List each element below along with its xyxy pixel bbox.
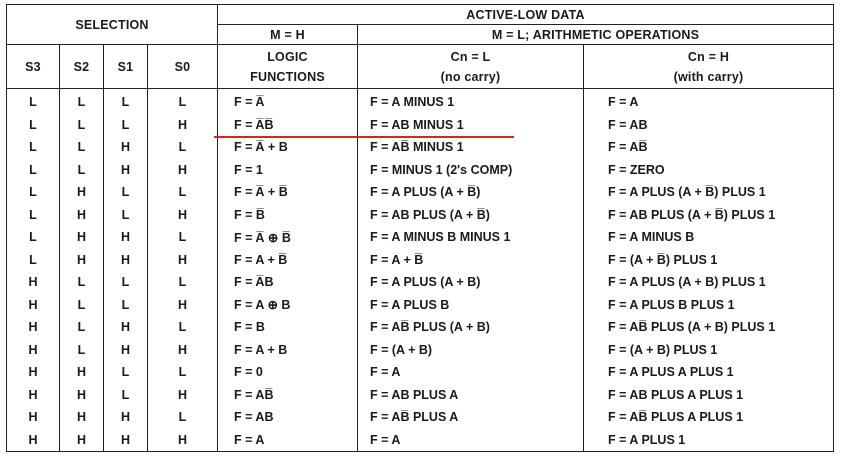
logic-function-cell: F = A̅ ⊕ B̅ bbox=[218, 226, 358, 249]
logic-function-cell: F = A̅B̅ bbox=[218, 114, 358, 137]
with-carry-cell: F = (A + B) PLUS 1 bbox=[584, 339, 834, 362]
s0-cell: L bbox=[148, 406, 218, 429]
s2-cell: L bbox=[60, 339, 104, 362]
s1-cell: L bbox=[104, 204, 148, 227]
s2-cell: H bbox=[60, 384, 104, 407]
s3-cell: L bbox=[7, 204, 60, 227]
s3-cell: H bbox=[7, 429, 60, 452]
no-carry-cell: F = AB̅ MINUS 1 bbox=[358, 136, 584, 159]
s3-cell: H bbox=[7, 271, 60, 294]
no-carry-cell: F = A bbox=[358, 429, 584, 452]
no-carry-cell: F = A bbox=[358, 361, 584, 384]
s2-cell: H bbox=[60, 406, 104, 429]
logic-function-cell: F = A̅ + B bbox=[218, 136, 358, 159]
logic-function-cell: F = B bbox=[218, 316, 358, 339]
no-carry-cell: F = MINUS 1 (2's COMP) bbox=[358, 159, 584, 182]
s0-cell: H bbox=[148, 159, 218, 182]
s0-cell: L bbox=[148, 89, 218, 114]
s3-cell: H bbox=[7, 406, 60, 429]
with-carry-cell: F = A PLUS (A + B) PLUS 1 bbox=[584, 271, 834, 294]
s1-cell: H bbox=[104, 316, 148, 339]
with-carry-cell: F = A PLUS B PLUS 1 bbox=[584, 294, 834, 317]
s2-cell: H bbox=[60, 204, 104, 227]
no-carry-cell: F = AB̅ PLUS (A + B) bbox=[358, 316, 584, 339]
functions-label: FUNCTIONS bbox=[250, 69, 325, 84]
with-carry-cell: F = AB PLUS A PLUS 1 bbox=[584, 384, 834, 407]
s3-cell: L bbox=[7, 136, 60, 159]
s1-cell: H bbox=[104, 159, 148, 182]
s2-cell: H bbox=[60, 429, 104, 452]
s1-cell: H bbox=[104, 249, 148, 272]
with-carry-cell: F = AB̅ bbox=[584, 136, 834, 159]
s3-cell: L bbox=[7, 226, 60, 249]
s2-cell: L bbox=[60, 114, 104, 137]
logic-function-cell: F = 0 bbox=[218, 361, 358, 384]
table-row bbox=[7, 136, 834, 159]
no-carry-cell: F = A PLUS B bbox=[358, 294, 584, 317]
no-carry-label: (no carry) bbox=[440, 69, 501, 84]
s0-header: S0 bbox=[148, 45, 218, 89]
s1-cell: L bbox=[104, 271, 148, 294]
table-row bbox=[7, 384, 834, 407]
with-carry-header bbox=[584, 45, 834, 89]
logic-function-cell: F = B̅ bbox=[218, 204, 358, 227]
s3-cell: H bbox=[7, 294, 60, 317]
s2-cell: L bbox=[60, 159, 104, 182]
function-table bbox=[6, 4, 834, 452]
table-row bbox=[7, 339, 834, 362]
s3-cell: H bbox=[7, 361, 60, 384]
s0-cell: H bbox=[148, 384, 218, 407]
s3-cell: L bbox=[7, 181, 60, 204]
s2-cell: H bbox=[60, 226, 104, 249]
table-row bbox=[7, 316, 834, 339]
table-row bbox=[7, 181, 834, 204]
with-carry-cell: F = A bbox=[584, 89, 834, 114]
table-row bbox=[7, 429, 834, 452]
m-low-header: M = L; ARITHMETIC OPERATIONS bbox=[358, 25, 834, 45]
s1-cell: L bbox=[104, 361, 148, 384]
s0-cell: H bbox=[148, 294, 218, 317]
table-row bbox=[7, 204, 834, 227]
s0-cell: L bbox=[148, 226, 218, 249]
s2-cell: H bbox=[60, 181, 104, 204]
s3-header: S3 bbox=[7, 45, 60, 89]
s2-cell: L bbox=[60, 294, 104, 317]
s2-header: S2 bbox=[60, 45, 104, 89]
with-carry-cell: F = A PLUS (A + B̅) PLUS 1 bbox=[584, 181, 834, 204]
s0-cell: H bbox=[148, 339, 218, 362]
with-carry-cell: F = ZERO bbox=[584, 159, 834, 182]
s3-cell: H bbox=[7, 316, 60, 339]
s1-cell: L bbox=[104, 89, 148, 114]
s0-cell: L bbox=[148, 271, 218, 294]
s3-cell: L bbox=[7, 249, 60, 272]
m-high-header: M = H bbox=[218, 25, 358, 45]
logic-function-cell: F = A̅ + B̅ bbox=[218, 181, 358, 204]
s3-cell: H bbox=[7, 384, 60, 407]
no-carry-cell: F = AB PLUS A bbox=[358, 384, 584, 407]
table-row bbox=[7, 294, 834, 317]
no-carry-cell: F = A MINUS 1 bbox=[358, 89, 584, 114]
with-carry-cell: F = AB bbox=[584, 114, 834, 137]
s3-cell: L bbox=[7, 114, 60, 137]
s2-cell: H bbox=[60, 361, 104, 384]
no-carry-cell: F = A PLUS (A + B̅) bbox=[358, 181, 584, 204]
s2-cell: L bbox=[60, 136, 104, 159]
logic-label: LOGIC bbox=[267, 49, 308, 64]
no-carry-cell: F = (A + B) bbox=[358, 339, 584, 362]
no-carry-cell: F = AB̅ PLUS A bbox=[358, 406, 584, 429]
table-row bbox=[7, 159, 834, 182]
s3-cell: L bbox=[7, 89, 60, 114]
with-carry-cell: F = A PLUS A PLUS 1 bbox=[584, 361, 834, 384]
logic-functions-header bbox=[218, 45, 358, 89]
s1-cell: L bbox=[104, 384, 148, 407]
s3-cell: L bbox=[7, 159, 60, 182]
s1-cell: L bbox=[104, 294, 148, 317]
s0-cell: L bbox=[148, 181, 218, 204]
logic-function-cell: F = AB̅ bbox=[218, 384, 358, 407]
table-row bbox=[7, 406, 834, 429]
with-carry-label: (with carry) bbox=[673, 69, 744, 84]
s2-cell: L bbox=[60, 271, 104, 294]
logic-function-cell: F = A + B bbox=[218, 339, 358, 362]
logic-function-cell: F = A̅B bbox=[218, 271, 358, 294]
logic-function-cell: F = A + B̅ bbox=[218, 249, 358, 272]
with-carry-cell: F = A MINUS B bbox=[584, 226, 834, 249]
logic-function-cell: F = 1 bbox=[218, 159, 358, 182]
with-carry-cell: F = AB̅ PLUS A PLUS 1 bbox=[584, 406, 834, 429]
active-low-data-header: ACTIVE-LOW DATA bbox=[218, 5, 834, 25]
logic-function-cell: F = A bbox=[218, 429, 358, 452]
no-carry-cell: F = A + B̅ bbox=[358, 249, 584, 272]
table-row bbox=[7, 361, 834, 384]
s2-cell: H bbox=[60, 249, 104, 272]
no-carry-cell: F = AB PLUS (A + B̅) bbox=[358, 204, 584, 227]
s0-cell: L bbox=[148, 361, 218, 384]
logic-function-cell: F = A̅ bbox=[218, 89, 358, 114]
s0-cell: H bbox=[148, 114, 218, 137]
s0-cell: L bbox=[148, 316, 218, 339]
with-carry-cell: F = A PLUS 1 bbox=[584, 429, 834, 452]
s3-cell: H bbox=[7, 339, 60, 362]
s2-cell: L bbox=[60, 89, 104, 114]
s1-header: S1 bbox=[104, 45, 148, 89]
no-carry-cell: F = A PLUS (A + B) bbox=[358, 271, 584, 294]
s0-cell: H bbox=[148, 429, 218, 452]
s1-cell: H bbox=[104, 136, 148, 159]
cn-high-label: Cn = H bbox=[687, 49, 730, 64]
table-row bbox=[7, 271, 834, 294]
with-carry-cell: F = AB̅ PLUS (A + B) PLUS 1 bbox=[584, 316, 834, 339]
table-row bbox=[7, 226, 834, 249]
red-annotation-underline bbox=[214, 136, 514, 138]
s1-cell: L bbox=[104, 181, 148, 204]
cn-low-label: Cn = L bbox=[450, 49, 491, 64]
s1-cell: L bbox=[104, 114, 148, 137]
s2-cell: L bbox=[60, 316, 104, 339]
no-carry-cell: F = A MINUS B MINUS 1 bbox=[358, 226, 584, 249]
no-carry-cell: F = AB MINUS 1 bbox=[358, 114, 584, 137]
table-row bbox=[7, 89, 834, 114]
with-carry-cell: F = (A + B̅) PLUS 1 bbox=[584, 249, 834, 272]
s1-cell: H bbox=[104, 429, 148, 452]
s1-cell: H bbox=[104, 339, 148, 362]
logic-function-cell: F = AB bbox=[218, 406, 358, 429]
selection-header: SELECTION bbox=[7, 5, 218, 45]
s1-cell: H bbox=[104, 406, 148, 429]
s0-cell: H bbox=[148, 249, 218, 272]
s0-cell: L bbox=[148, 136, 218, 159]
s0-cell: H bbox=[148, 204, 218, 227]
with-carry-cell: F = AB PLUS (A + B̅) PLUS 1 bbox=[584, 204, 834, 227]
s1-cell: H bbox=[104, 226, 148, 249]
table-row bbox=[7, 249, 834, 272]
no-carry-header bbox=[358, 45, 584, 89]
table-row bbox=[7, 114, 834, 137]
logic-function-cell: F = A ⊕ B bbox=[218, 294, 358, 317]
